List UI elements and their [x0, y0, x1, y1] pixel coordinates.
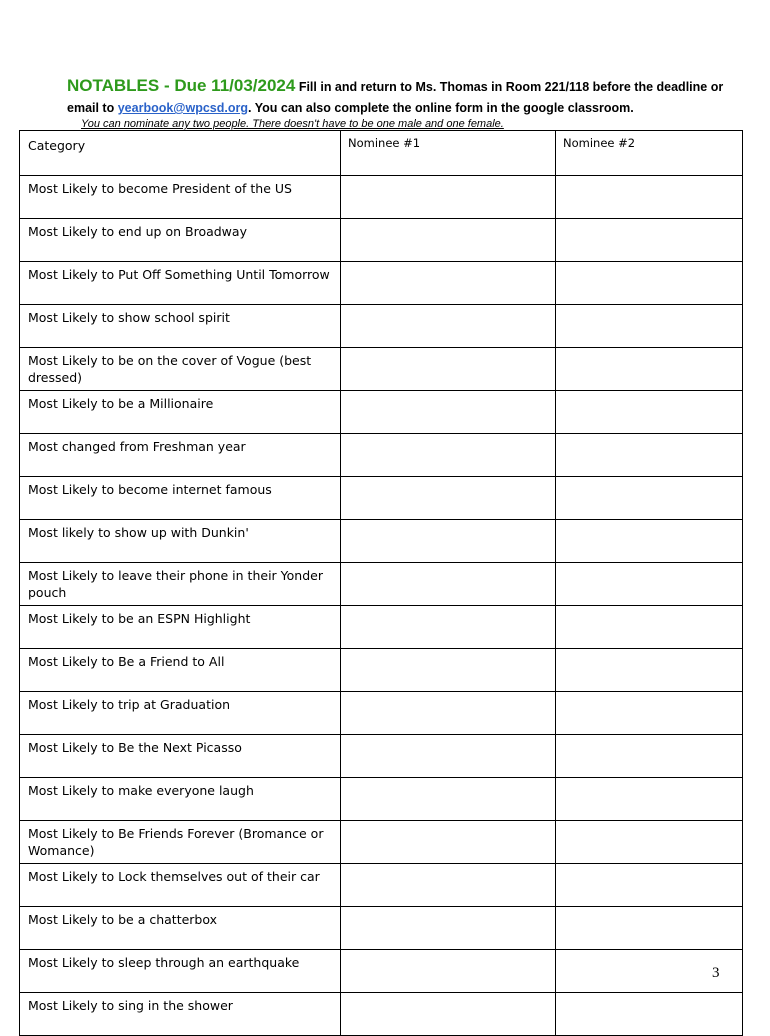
nominee-1-field[interactable] — [341, 305, 556, 348]
nominee-1-field[interactable] — [341, 649, 556, 692]
nominee-1-field[interactable] — [341, 606, 556, 649]
category-label: Most Likely to Be a Friend to All — [20, 649, 341, 692]
table-row — [20, 778, 743, 821]
nominee-2-field[interactable] — [556, 305, 743, 348]
nominee-2-field[interactable] — [556, 434, 743, 477]
category-label: Most Likely to become President of the US — [20, 176, 341, 219]
nomination-table — [19, 130, 743, 1036]
nominee-1-field[interactable] — [341, 950, 556, 993]
category-label: Most Likely to be a chatterbox — [20, 907, 341, 950]
table-row — [20, 305, 743, 348]
nominee-1-field[interactable] — [341, 692, 556, 735]
nominee-2-field[interactable] — [556, 348, 743, 391]
nominee-2-field[interactable] — [556, 606, 743, 649]
nominee-2-field[interactable] — [556, 864, 743, 907]
category-label: Most Likely to be an ESPN Highlight — [20, 606, 341, 649]
nominee-2-field[interactable] — [556, 993, 743, 1036]
page-number: 3 — [712, 965, 720, 981]
category-label: Most Likely to Be the Next Picasso — [20, 735, 341, 778]
table-row — [20, 520, 743, 563]
category-label: Most Likely to be a Millionaire — [20, 391, 341, 434]
form-header — [67, 75, 747, 117]
category-label: Most Likely to be on the cover of Vogue (best dressed) — [20, 348, 341, 391]
table-row — [20, 606, 743, 649]
category-label: Most Likely to Put Off Something Until Tomorrow — [20, 262, 341, 305]
nominee-1-field[interactable] — [341, 219, 556, 262]
nominee-1-field[interactable] — [341, 176, 556, 219]
table-row — [20, 563, 743, 606]
category-label: Most Likely to sleep through an earthquake — [20, 950, 341, 993]
category-label: Most Likely to Be Friends Forever (Bromance or Womance) — [20, 821, 341, 864]
category-header: Category — [20, 131, 341, 176]
nominee-2-field[interactable] — [556, 262, 743, 305]
nominee-1-field[interactable] — [341, 735, 556, 778]
nominee-1-field[interactable] — [341, 477, 556, 520]
nominee-1-field[interactable] — [341, 563, 556, 606]
header-line-1 — [67, 75, 747, 98]
table-row — [20, 950, 743, 993]
nominee-2-field[interactable] — [556, 391, 743, 434]
category-label: Most likely to show up with Dunkin' — [20, 520, 341, 563]
email-link[interactable]: yearbook@wpcsd.org — [117, 101, 248, 115]
email-prefix: email to — [67, 101, 118, 115]
nominee-2-field[interactable] — [556, 821, 743, 864]
nominee-1-field[interactable] — [341, 821, 556, 864]
category-label: Most Likely to sing in the shower — [20, 993, 341, 1036]
header-line-2 — [67, 99, 747, 117]
category-label: Most Likely to show school spirit — [20, 305, 341, 348]
table-row — [20, 993, 743, 1036]
category-label: Most Likely to Lock themselves out of their car — [20, 864, 341, 907]
table-row — [20, 176, 743, 219]
table-header-row — [20, 131, 743, 176]
nominee-1-field[interactable] — [341, 778, 556, 821]
nominee-2-field[interactable] — [556, 692, 743, 735]
nominee-2-field[interactable] — [556, 649, 743, 692]
nominee-2-field[interactable] — [556, 563, 743, 606]
nominee-1-field[interactable] — [341, 434, 556, 477]
table-row — [20, 735, 743, 778]
nominee-2-header: Nominee #2 — [556, 131, 743, 176]
nominee-1-field[interactable] — [341, 348, 556, 391]
table-row — [20, 821, 743, 864]
online-form-text: . You can also complete the online form in the google classroom. — [248, 101, 634, 115]
nominee-1-field[interactable] — [341, 907, 556, 950]
nominee-1-field[interactable] — [341, 391, 556, 434]
nominee-1-field[interactable] — [341, 993, 556, 1036]
nominee-2-field[interactable] — [556, 477, 743, 520]
nominee-1-field[interactable] — [341, 520, 556, 563]
category-label: Most Likely to become internet famous — [20, 477, 341, 520]
nominee-2-field[interactable] — [556, 907, 743, 950]
table-row — [20, 864, 743, 907]
category-label: Most Likely to make everyone laugh — [20, 778, 341, 821]
nominee-1-field[interactable] — [341, 864, 556, 907]
form-title: NOTABLES - Due 11/03/2024 — [67, 76, 296, 95]
table-row — [20, 907, 743, 950]
table-row — [20, 477, 743, 520]
table-row — [20, 692, 743, 735]
nominee-2-field[interactable] — [556, 735, 743, 778]
nominee-2-field[interactable] — [556, 176, 743, 219]
category-label: Most Likely to trip at Graduation — [20, 692, 341, 735]
nominee-2-field[interactable] — [556, 219, 743, 262]
table-row — [20, 348, 743, 391]
category-label: Most Likely to end up on Broadway — [20, 219, 341, 262]
table-row — [20, 219, 743, 262]
nominee-1-header: Nominee #1 — [341, 131, 556, 176]
category-label: Most Likely to leave their phone in their Yonder pouch — [20, 563, 341, 606]
nominee-2-field[interactable] — [556, 520, 743, 563]
table-row — [20, 649, 743, 692]
nominee-2-field[interactable] — [556, 778, 743, 821]
table-row — [20, 262, 743, 305]
nomination-note: You can nominate any two people. There doesn't have to be one male and one female. — [81, 118, 504, 130]
instructions-text: Fill in and return to Ms. Thomas in Room 221/118 before the deadline or — [295, 80, 724, 94]
category-label: Most changed from Freshman year — [20, 434, 341, 477]
table-row — [20, 391, 743, 434]
nominee-1-field[interactable] — [341, 262, 556, 305]
table-row — [20, 434, 743, 477]
